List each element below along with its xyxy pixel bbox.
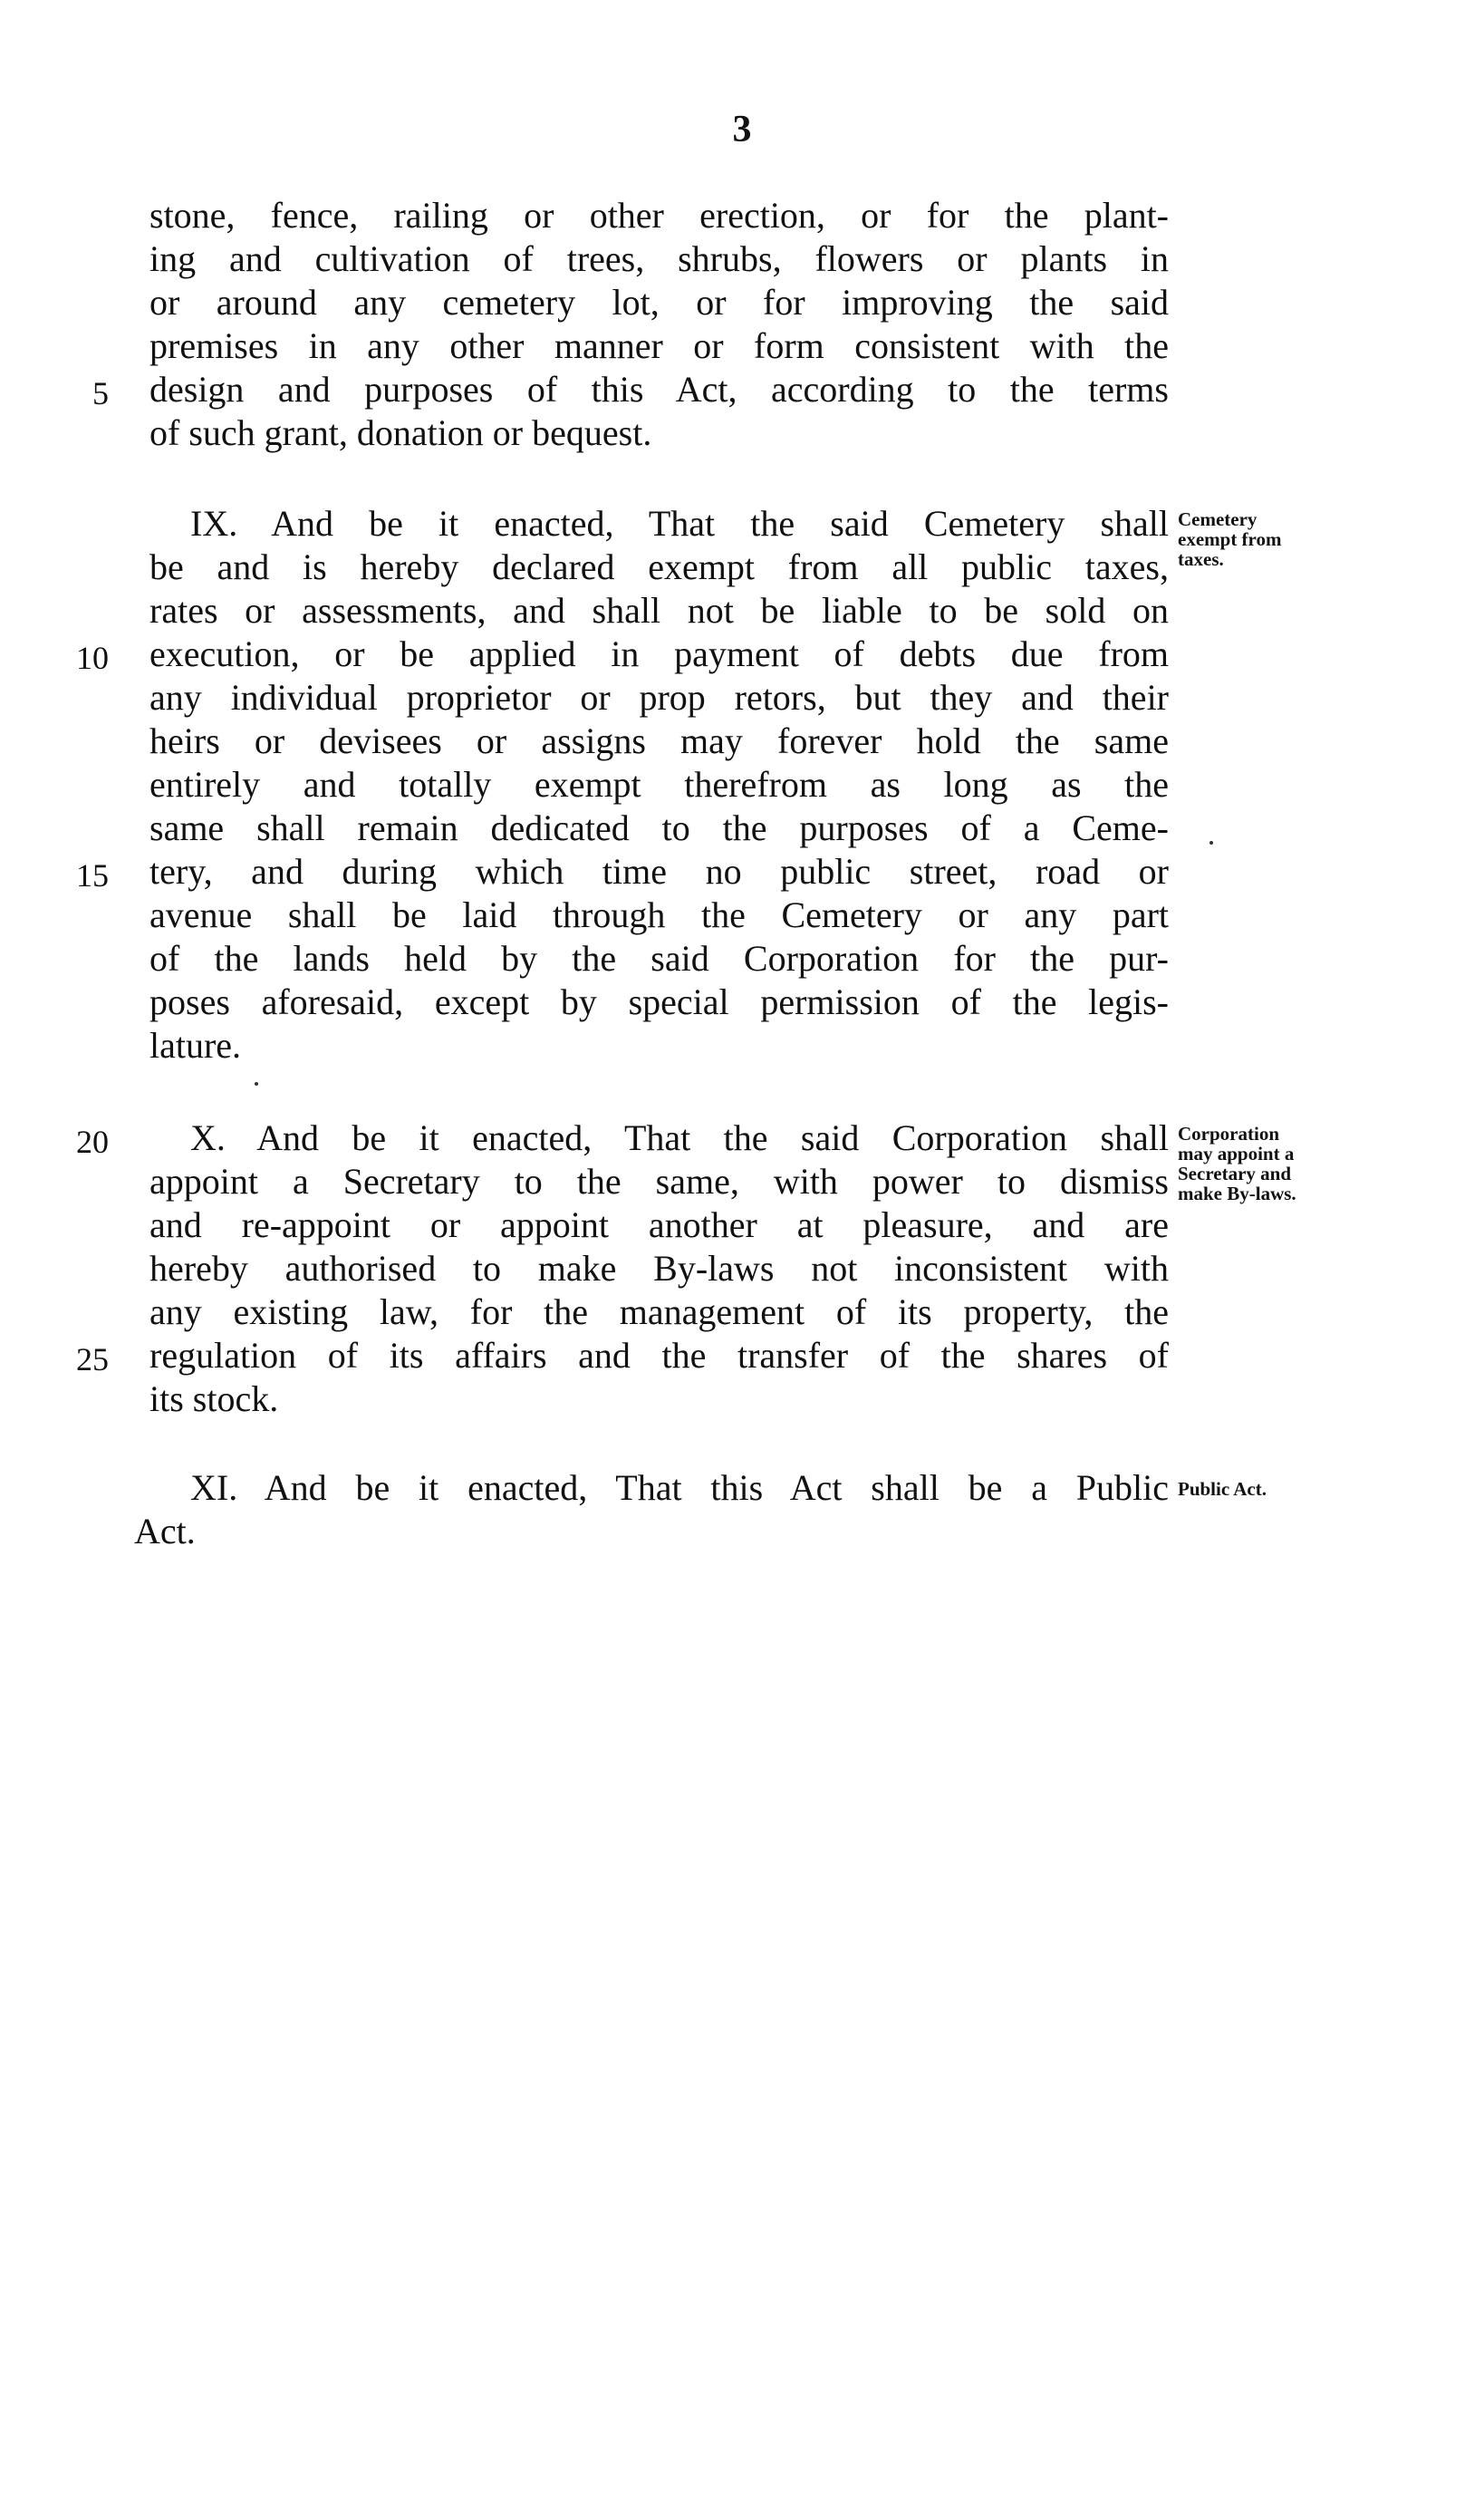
line-number: 10 — [76, 640, 109, 676]
margin-note-cemetery-exempt — [1178, 509, 1386, 569]
section-heading-line: IX. And be it enacted, That the said Cemetery shall — [190, 503, 1169, 544]
text-line: any existing law, for the management of its property, the — [149, 1291, 1169, 1332]
scan-speck — [255, 1082, 258, 1086]
margin-note-line: Secretary and — [1178, 1163, 1292, 1184]
section-heading-line: XI. And be it enacted, That this Act shall be a Public — [190, 1467, 1169, 1508]
text-line: same shall remain dedicated to the purposes of a Ceme- — [149, 807, 1169, 848]
text-line: premises in any other manner or form consistent with the — [149, 325, 1169, 366]
text-line: be and is hereby declared exempt from all public taxes, — [149, 546, 1169, 587]
text-line: rates or assessments, and shall not be liable to be sold on — [149, 590, 1169, 631]
text-line: appoint a Secretary to the same, with power to dismiss — [149, 1161, 1169, 1202]
line-number: 20 — [76, 1124, 109, 1160]
text-line: any individual proprietor or prop retors, but they and their — [149, 677, 1169, 718]
text-line: heirs or devisees or assigns may forever hold the same — [149, 720, 1169, 761]
text-line: entirely and totally exempt therefrom as long as the — [149, 764, 1169, 805]
scan-speck — [1209, 841, 1213, 845]
margin-note-line: Public Act. — [1178, 1478, 1267, 1500]
text-line: regulation of its affairs and the transfer of the shares of — [149, 1335, 1169, 1376]
text-line: ing and cultivation of trees, shrubs, flowers or plants in — [149, 238, 1169, 279]
margin-note-public-act — [1178, 1479, 1386, 1499]
text-line: or around any cemetery lot, or for improving the said — [149, 282, 1169, 323]
text-line: poses aforesaid, except by special permission of the legis- — [149, 981, 1169, 1022]
line-number: 15 — [76, 857, 109, 894]
text-line: Act. — [134, 1511, 196, 1551]
text-line: tery, and during which time no public street, road or — [149, 851, 1169, 892]
margin-note-line: exempt from — [1178, 528, 1282, 550]
text-line: avenue shall be laid through the Cemetery or any part — [149, 894, 1169, 935]
text-line: lature. — [149, 1025, 242, 1066]
text-line: and re-appoint or appoint another at pleasure, and are — [149, 1204, 1169, 1245]
margin-note-line: Corporation — [1178, 1123, 1279, 1145]
text-line: stone, fence, railing or other erection, or for the plant- — [149, 195, 1169, 236]
line-number: 5 — [92, 375, 109, 411]
text-line: of the lands held by the said Corporation for the pur- — [149, 938, 1169, 979]
line-number: 25 — [76, 1341, 109, 1377]
margin-note-line: Cemetery — [1178, 508, 1258, 530]
page-number: 3 — [732, 109, 752, 150]
text-line: hereby authorised to make By-laws not inconsistent with — [149, 1248, 1169, 1289]
text-line: its stock. — [149, 1378, 279, 1419]
margin-note-corporation-secretary — [1178, 1124, 1386, 1203]
text-line: execution, or be applied in payment of debts due from — [149, 633, 1169, 674]
margin-note-line: make By-laws. — [1178, 1183, 1296, 1204]
text-line: design and purposes of this Act, according to the terms — [149, 369, 1169, 410]
margin-note-line: taxes. — [1178, 548, 1224, 570]
text-line: of such grant, donation or bequest. — [149, 412, 652, 453]
section-heading-line: X. And be it enacted, That the said Corporation shall — [190, 1117, 1169, 1158]
margin-note-line: may appoint a — [1178, 1143, 1295, 1165]
